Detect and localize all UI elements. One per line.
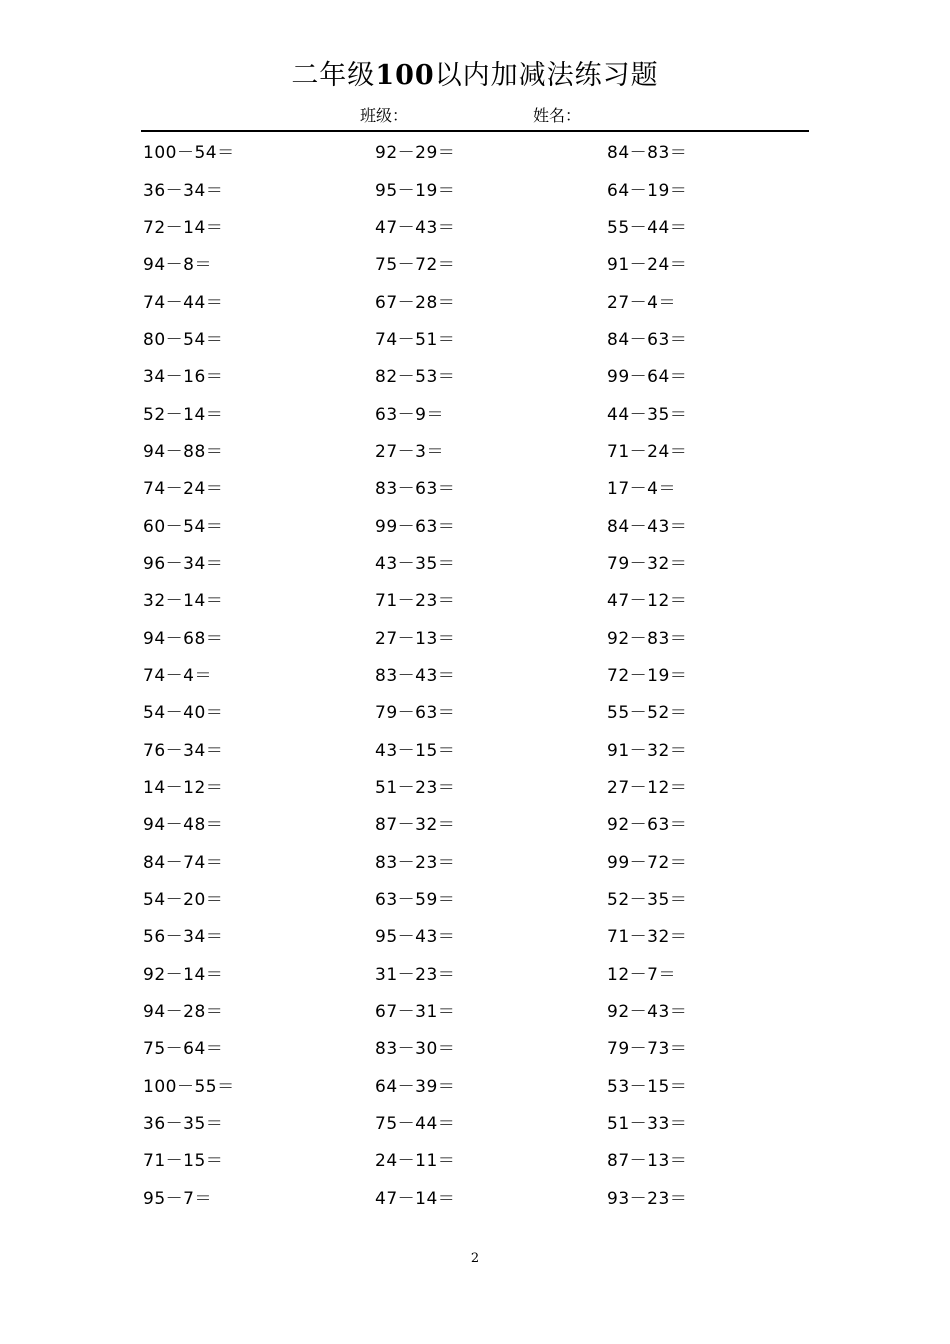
problem-item: 74－44＝ xyxy=(143,292,224,313)
problem-item: 56－34＝ xyxy=(143,927,224,948)
problem-item: 99－64＝ xyxy=(607,367,688,388)
problem-row xyxy=(143,1103,843,1140)
problem-item: 54－20＝ xyxy=(143,890,224,911)
problem-item: 54－40＝ xyxy=(143,703,224,724)
problem-item: 32－14＝ xyxy=(143,591,224,612)
problem-item: 93－23＝ xyxy=(607,1188,688,1209)
problem-row xyxy=(143,207,843,244)
problem-row xyxy=(143,319,843,356)
problem-row xyxy=(143,767,843,804)
problem-item: 47－12＝ xyxy=(607,591,688,612)
problem-item: 92－83＝ xyxy=(607,628,688,649)
problem-row xyxy=(143,804,843,841)
problem-row xyxy=(143,169,843,206)
problem-row xyxy=(143,1066,843,1103)
problem-item: 72－19＝ xyxy=(607,665,688,686)
problem-item: 92－63＝ xyxy=(607,815,688,836)
problem-item: 91－32＝ xyxy=(607,740,688,761)
problem-row xyxy=(143,580,843,617)
problem-item: 84－83＝ xyxy=(607,143,688,164)
problem-item: 27－4＝ xyxy=(607,292,676,313)
problem-item: 67－31＝ xyxy=(375,1002,456,1023)
problem-item: 84－43＝ xyxy=(607,516,688,537)
problem-item: 95－43＝ xyxy=(375,927,456,948)
page-number: 2 xyxy=(470,1251,480,1266)
problem-item: 92－14＝ xyxy=(143,964,224,985)
problem-row xyxy=(143,505,843,542)
problem-item: 99－72＝ xyxy=(607,852,688,873)
problem-item: 83－30＝ xyxy=(375,1039,456,1060)
problem-item: 74－4＝ xyxy=(143,665,212,686)
problem-item: 71－24＝ xyxy=(607,441,688,462)
problem-row xyxy=(143,1028,843,1065)
problem-item: 67－28＝ xyxy=(375,292,456,313)
problem-row xyxy=(143,393,843,430)
problem-item: 43－15＝ xyxy=(375,740,456,761)
problem-item: 79－73＝ xyxy=(607,1039,688,1060)
problem-row xyxy=(143,132,843,169)
problem-item: 79－63＝ xyxy=(375,703,456,724)
problem-item: 94－28＝ xyxy=(143,1002,224,1023)
problem-item: 91－24＝ xyxy=(607,255,688,276)
problem-item: 47－14＝ xyxy=(375,1188,456,1209)
problem-row xyxy=(143,431,843,468)
problem-item: 52－14＝ xyxy=(143,404,224,425)
problem-row xyxy=(143,244,843,281)
problem-item: 83－63＝ xyxy=(375,479,456,500)
problem-item: 75－44＝ xyxy=(375,1114,456,1135)
title-number: 100 xyxy=(375,60,435,91)
problem-row xyxy=(143,617,843,654)
problem-item: 94－88＝ xyxy=(143,441,224,462)
problem-item: 55－44＝ xyxy=(607,217,688,238)
problem-item: 71－15＝ xyxy=(143,1151,224,1172)
problem-item: 79－32＝ xyxy=(607,553,688,574)
problem-row xyxy=(143,281,843,318)
problem-item: 74－51＝ xyxy=(375,329,456,350)
problem-item: 51－33＝ xyxy=(607,1114,688,1135)
problem-item: 64－19＝ xyxy=(607,180,688,201)
problem-item: 53－15＝ xyxy=(607,1076,688,1097)
problem-item: 92－29＝ xyxy=(375,143,456,164)
problem-item: 99－63＝ xyxy=(375,516,456,537)
problem-row xyxy=(143,1140,843,1177)
title-suffix: 以内加减法练习题 xyxy=(434,60,659,91)
problem-row xyxy=(143,543,843,580)
problem-item: 36－34＝ xyxy=(143,180,224,201)
problem-item: 17－4＝ xyxy=(607,479,676,500)
problem-item: 24－11＝ xyxy=(375,1151,456,1172)
problem-item: 83－43＝ xyxy=(375,665,456,686)
problem-item: 94－68＝ xyxy=(143,628,224,649)
title-prefix: 二年级 xyxy=(291,60,376,91)
problem-item: 87－13＝ xyxy=(607,1151,688,1172)
problem-row xyxy=(143,991,843,1028)
problem-row xyxy=(143,1178,843,1215)
problem-item: 51－23＝ xyxy=(375,778,456,799)
problem-item: 12－7＝ xyxy=(607,964,676,985)
problem-item: 34－16＝ xyxy=(143,367,224,388)
problem-row xyxy=(143,879,843,916)
problem-row xyxy=(143,916,843,953)
problem-item: 44－35＝ xyxy=(607,404,688,425)
problem-item: 94－8＝ xyxy=(143,255,212,276)
class-label: 班级： xyxy=(360,106,409,125)
problem-item: 100－55＝ xyxy=(143,1076,235,1097)
problem-item: 27－12＝ xyxy=(607,778,688,799)
problem-row xyxy=(143,692,843,729)
problem-item: 92－43＝ xyxy=(607,1002,688,1023)
problem-item: 27－3＝ xyxy=(375,441,444,462)
problem-item: 60－54＝ xyxy=(143,516,224,537)
problem-item: 75－64＝ xyxy=(143,1039,224,1060)
problem-item: 84－74＝ xyxy=(143,852,224,873)
problem-row xyxy=(143,655,843,692)
problem-item: 76－34＝ xyxy=(143,740,224,761)
problem-item: 83－23＝ xyxy=(375,852,456,873)
problem-item: 94－48＝ xyxy=(143,815,224,836)
problem-item: 71－23＝ xyxy=(375,591,456,612)
name-label: 姓名： xyxy=(533,106,582,125)
problem-item: 82－53＝ xyxy=(375,367,456,388)
problem-item: 64－39＝ xyxy=(375,1076,456,1097)
problem-item: 74－24＝ xyxy=(143,479,224,500)
problem-item: 14－12＝ xyxy=(143,778,224,799)
problem-row xyxy=(143,356,843,393)
problem-item: 71－32＝ xyxy=(607,927,688,948)
problem-item: 95－7＝ xyxy=(143,1188,212,1209)
problem-row xyxy=(143,468,843,505)
problem-row xyxy=(143,730,843,767)
problem-item: 36－35＝ xyxy=(143,1114,224,1135)
problem-item: 100－54＝ xyxy=(143,143,235,164)
problem-item: 27－13＝ xyxy=(375,628,456,649)
problem-row xyxy=(143,842,843,879)
problem-item: 84－63＝ xyxy=(607,329,688,350)
page-title xyxy=(0,56,950,96)
problem-item: 55－52＝ xyxy=(607,703,688,724)
problem-item: 31－23＝ xyxy=(375,964,456,985)
problem-item: 87－32＝ xyxy=(375,815,456,836)
problem-item: 47－43＝ xyxy=(375,217,456,238)
problem-row xyxy=(143,954,843,991)
problem-item: 63－9＝ xyxy=(375,404,444,425)
problem-item: 43－35＝ xyxy=(375,553,456,574)
problem-item: 96－34＝ xyxy=(143,553,224,574)
problem-item: 80－54＝ xyxy=(143,329,224,350)
problem-grid xyxy=(143,132,843,1215)
problem-item: 95－19＝ xyxy=(375,180,456,201)
problem-item: 63－59＝ xyxy=(375,890,456,911)
problem-item: 75－72＝ xyxy=(375,255,456,276)
problem-item: 72－14＝ xyxy=(143,217,224,238)
problem-item: 52－35＝ xyxy=(607,890,688,911)
